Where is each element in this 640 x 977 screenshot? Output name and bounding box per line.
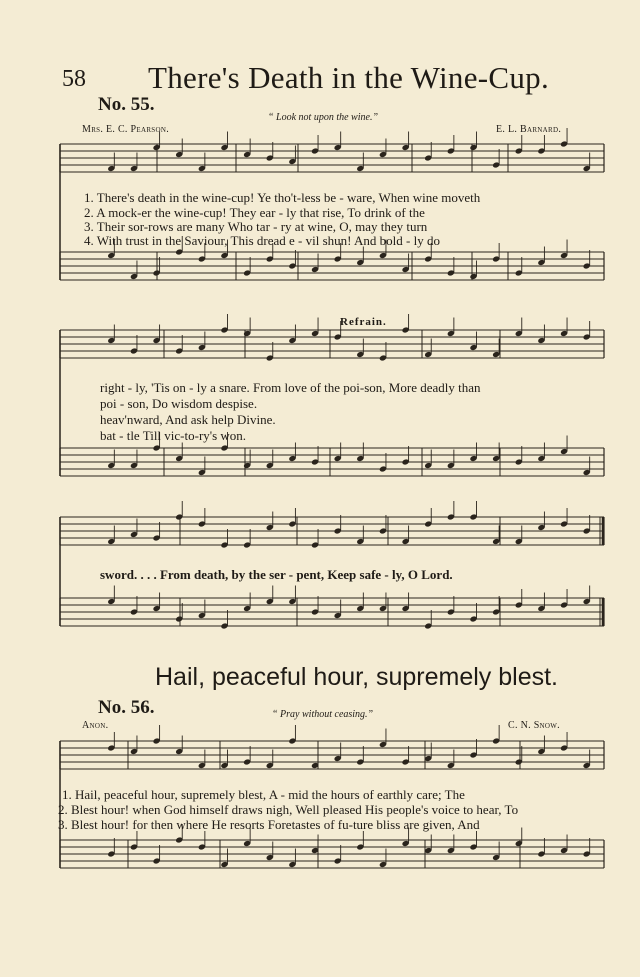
hymn-motto: “ Look not upon the wine.” bbox=[268, 112, 379, 123]
music-credit: C. N. Snow. bbox=[508, 720, 560, 731]
hymn-number: No. 56. bbox=[98, 697, 155, 718]
lyric-line: heav'nward, And ask help Divine. bbox=[100, 412, 276, 427]
lyric-line: poi - son, Do wisdom despise. bbox=[100, 396, 258, 411]
hymn-title: There's Death in the Wine-Cup. bbox=[148, 60, 550, 95]
hymn-number: No. 55. bbox=[98, 94, 155, 115]
music-credit: E. L. Barnard. bbox=[496, 124, 562, 135]
hymn-motto: “ Pray without ceasing.” bbox=[272, 709, 374, 720]
lyric-line: 2. Blest hour! when God himself draws nigh, Well pleased His people's voice to hear, To bbox=[58, 802, 519, 817]
lyric-line: 1. There's death in the wine-cup! Ye tho't-less be - ware, When wine moveth bbox=[84, 190, 481, 205]
hymn-title: Hail, peaceful hour, supremely blest. bbox=[155, 663, 558, 691]
lyric-line: bat - tle Till vic-to-ry's won. bbox=[100, 428, 247, 443]
lyric-line: sword. . . . From death, by the ser - pent, Keep safe - ly, O Lord. bbox=[100, 567, 453, 582]
lyric-line: 1. Hail, peaceful hour, supremely blest, A - mid the hours of earthly care; The bbox=[62, 787, 465, 802]
words-credit: Mrs. E. C. Pearson. bbox=[82, 124, 169, 135]
lyric-line: right - ly, 'Tis on - ly a snare. From love of the poi-son, More deadly than bbox=[100, 380, 481, 395]
page-number: 58 bbox=[62, 66, 86, 92]
lyric-line: 3. Their sor-rows are many Who tar - ry at wine, O, may they turn bbox=[84, 219, 428, 234]
lyric-line: 3. Blest hour! for then where He resorts Foretastes of fu-ture bliss are given, And bbox=[58, 817, 480, 832]
lyric-line: 4. With trust in the Saviour, This dread e - vil shun! And bold - ly do bbox=[84, 233, 440, 248]
words-credit: Anon. bbox=[82, 720, 109, 731]
refrain-label: Refrain. bbox=[340, 316, 387, 328]
lyric-line: 2. A mock-er the wine-cup! They ear - ly that rise, To drink of the bbox=[84, 205, 425, 220]
